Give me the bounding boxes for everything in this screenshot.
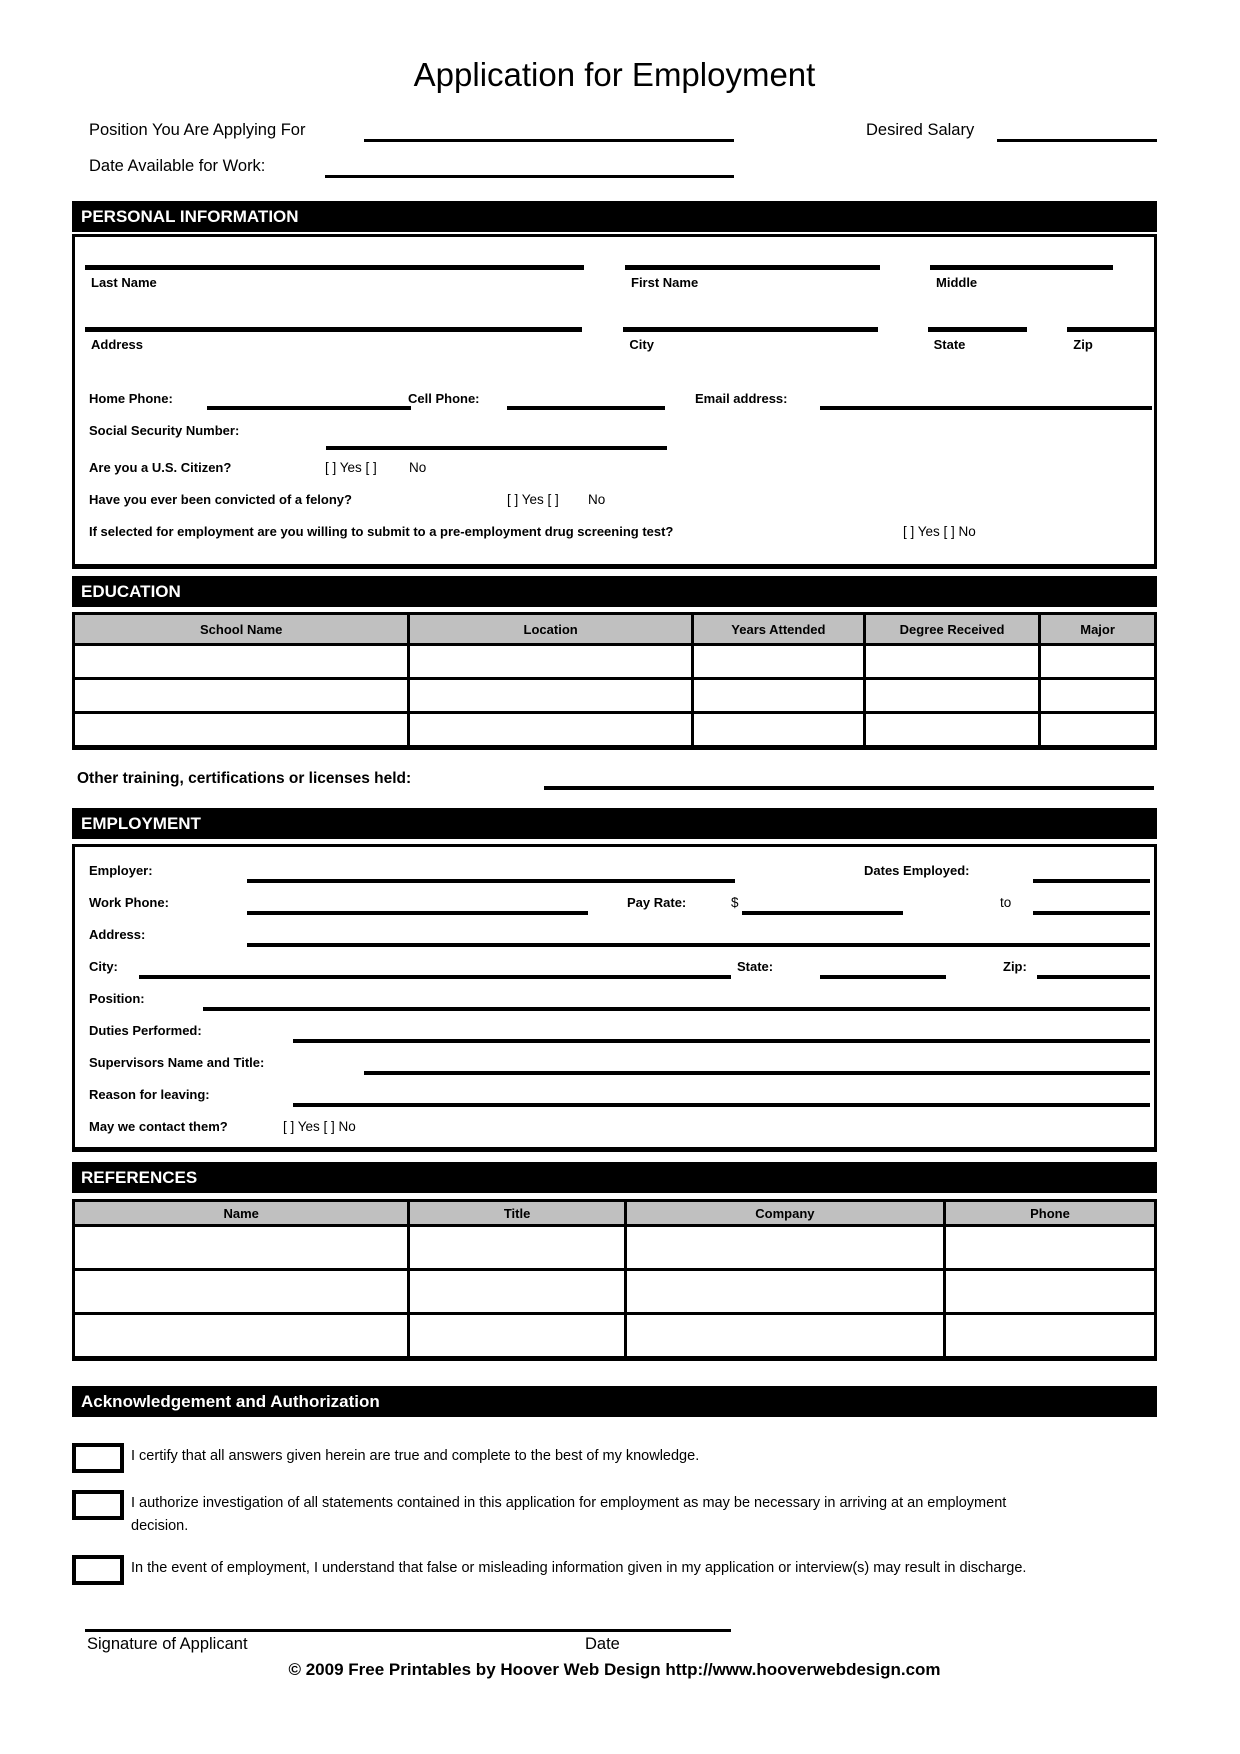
references-cell[interactable]: [409, 1270, 625, 1314]
certify-checkbox[interactable]: [72, 1443, 124, 1473]
employer-label: Employer:: [89, 863, 153, 878]
may-we-contact-row: [75, 1111, 1154, 1143]
acknowledgement-section-header: Acknowledgement and Authorization: [72, 1386, 1157, 1417]
certify-statement: I certify that all answers given herein are true and complete to the best of my knowledge.: [131, 1448, 700, 1464]
references-cell[interactable]: [409, 1314, 625, 1359]
reason-for-leaving-row: [75, 1079, 1154, 1111]
us-citizen-question-row: [75, 461, 1154, 478]
desired-salary-input-line[interactable]: [997, 139, 1157, 142]
education-cell[interactable]: [409, 679, 692, 713]
references-row: [74, 1270, 1156, 1314]
other-training-input-line[interactable]: [544, 786, 1154, 790]
references-col-name: Name: [74, 1201, 409, 1226]
cell-phone-label: Cell Phone:: [408, 391, 480, 406]
position-applying-label: Position You Are Applying For: [89, 121, 306, 139]
date-available-row: [72, 156, 1157, 180]
state-field[interactable]: [928, 327, 1028, 352]
email-address-input-line[interactable]: [820, 406, 1152, 410]
references-cell[interactable]: [625, 1226, 944, 1270]
address-fields-row: [75, 327, 1154, 352]
education-row: [74, 645, 1156, 679]
position-held-label: Position:: [89, 991, 145, 1006]
references-cell[interactable]: [944, 1270, 1155, 1314]
employer-zip-input-line[interactable]: [1037, 975, 1150, 979]
other-training-row: [72, 770, 1157, 792]
employer-city-label: City:: [89, 959, 118, 974]
dollar-sign-label: $: [731, 895, 739, 910]
education-cell[interactable]: [692, 679, 864, 713]
work-phone-input-line[interactable]: [247, 911, 588, 915]
duties-performed-input-line[interactable]: [293, 1039, 1150, 1043]
us-citizen-yes-no-checkboxes[interactable]: [ ] Yes [ ]: [325, 460, 377, 475]
references-row: [74, 1314, 1156, 1359]
education-cell[interactable]: [409, 713, 692, 748]
last-name-label: Last Name: [91, 275, 157, 290]
position-desired-salary-row: [72, 120, 1157, 144]
references-cell[interactable]: [409, 1226, 625, 1270]
employer-address-row: [75, 919, 1154, 951]
page-title: Application for Employment: [413, 56, 816, 93]
employment-box: [72, 844, 1157, 1152]
education-cell[interactable]: [692, 713, 864, 748]
dates-employed-from-input-line[interactable]: [1033, 879, 1150, 883]
first-name-label: First Name: [631, 275, 699, 290]
home-phone-input-line[interactable]: [207, 406, 411, 410]
education-cell[interactable]: [1040, 679, 1156, 713]
position-applying-input-line[interactable]: [364, 139, 734, 142]
references-cell[interactable]: [625, 1270, 944, 1314]
authorize-investigation-checkbox[interactable]: [72, 1490, 124, 1520]
education-cell[interactable]: [692, 645, 864, 679]
references-row: [74, 1226, 1156, 1270]
zip-label: Zip: [1073, 337, 1093, 352]
drug-screening-question: If selected for employment are you willing to submit to a pre-employment drug screening test?: [89, 524, 674, 539]
city-label: City: [629, 337, 654, 352]
references-cell[interactable]: [74, 1314, 409, 1359]
middle-name-label: Middle: [936, 275, 978, 290]
zip-field[interactable]: [1067, 327, 1154, 352]
education-cell[interactable]: [1040, 713, 1156, 748]
education-col-major: Major: [1040, 614, 1156, 645]
home-phone-label: Home Phone:: [89, 391, 173, 406]
first-name-field[interactable]: [625, 265, 880, 290]
education-cell[interactable]: [74, 679, 409, 713]
address-field[interactable]: [85, 327, 582, 352]
employer-city-state-zip-row: [75, 951, 1154, 983]
authorize-investigation-row: [72, 1490, 1157, 1538]
footer-copyright: © 2009 Free Printables by Hoover Web Design http://www.hooverwebdesign.com: [288, 1660, 941, 1680]
authorize-investigation-statement: I authorize investigation of all statements contained in this application for employment as may be necessary in arriving at an employment decision.: [131, 1495, 1007, 1535]
phone-email-row: [75, 390, 1154, 412]
state-label: State: [933, 337, 966, 352]
education-cell[interactable]: [409, 645, 692, 679]
duties-performed-row: [75, 1015, 1154, 1047]
references-cell[interactable]: [625, 1314, 944, 1359]
signature-block[interactable]: [85, 1629, 731, 1656]
false-information-statement: In the event of employment, I understand that false or misleading information given in my application or interview(s) may result in discharge.: [131, 1560, 1027, 1577]
references-cell[interactable]: [944, 1226, 1155, 1270]
references-cell[interactable]: [944, 1314, 1155, 1359]
references-col-title: Title: [409, 1201, 625, 1226]
education-col-degree-received: Degree Received: [864, 614, 1039, 645]
employer-row: [75, 855, 1154, 887]
reason-for-leaving-input-line[interactable]: [293, 1103, 1150, 1107]
references-header-row: [74, 1201, 1156, 1226]
middle-name-field[interactable]: [930, 265, 1113, 290]
education-col-school-name: School Name: [74, 614, 409, 645]
employer-address-input-line[interactable]: [247, 943, 1150, 947]
employer-zip-label: Zip:: [1003, 959, 1027, 974]
supervisor-row: [75, 1047, 1154, 1079]
references-section-header: REFERENCES: [72, 1162, 1157, 1193]
employer-city-input-line[interactable]: [139, 975, 731, 979]
references-col-phone: Phone: [944, 1201, 1155, 1226]
ssn-row: [75, 422, 1154, 438]
work-phone-label: Work Phone:: [89, 895, 169, 910]
city-field[interactable]: [623, 327, 877, 352]
dates-employed-label: Dates Employed:: [864, 863, 970, 878]
reason-for-leaving-label: Reason for leaving:: [89, 1087, 210, 1102]
false-information-row: [72, 1555, 1157, 1585]
pay-rate-input-line[interactable]: [742, 911, 903, 915]
employer-state-input-line[interactable]: [820, 975, 946, 979]
employment-section-header: EMPLOYMENT: [72, 808, 1157, 839]
felony-no-label: No: [588, 492, 606, 507]
us-citizen-question: Are you a U.S. Citizen?: [89, 460, 232, 475]
pay-rate-to-label: to: [1000, 895, 1012, 910]
education-col-location: Location: [409, 614, 692, 645]
position-held-input-line[interactable]: [203, 1007, 1150, 1011]
education-header-row: [74, 614, 1156, 645]
personal-info-box: [72, 234, 1157, 569]
desired-salary-label: Desired Salary: [866, 121, 975, 139]
personal-section-header: PERSONAL INFORMATION: [72, 201, 1157, 232]
pay-rate-label: Pay Rate:: [627, 895, 687, 910]
signature-date-label: Date: [585, 1635, 620, 1654]
education-section-header: EDUCATION: [72, 576, 1157, 607]
references-cell[interactable]: [74, 1270, 409, 1314]
drug-screening-question-row: [75, 525, 1154, 542]
references-col-company: Company: [625, 1201, 944, 1226]
date-available-input-line[interactable]: [325, 175, 734, 178]
date-available-label: Date Available for Work:: [89, 157, 266, 175]
education-cell[interactable]: [864, 713, 1039, 748]
name-fields-row: [75, 237, 1154, 290]
education-col-years-attended: Years Attended: [692, 614, 864, 645]
address-label: Address: [91, 337, 144, 352]
employer-input-line[interactable]: [247, 879, 735, 883]
education-row: [74, 713, 1156, 748]
felony-question-row: [75, 493, 1154, 510]
felony-yes-no-checkboxes[interactable]: [ ] Yes [ ]: [507, 492, 559, 507]
education-cell[interactable]: [1040, 645, 1156, 679]
ssn-input-line[interactable]: [326, 446, 667, 450]
email-address-label: Email address:: [695, 391, 788, 406]
may-we-contact-question: May we contact them?: [89, 1119, 228, 1134]
education-cell[interactable]: [74, 713, 409, 748]
felony-question: Have you ever been convicted of a felony?: [89, 492, 352, 507]
work-phone-pay-rate-row: [75, 887, 1154, 919]
education-row: [74, 679, 1156, 713]
education-table: [72, 612, 1157, 750]
education-cell[interactable]: [74, 645, 409, 679]
position-held-row: [75, 983, 1154, 1015]
employer-address-label: Address:: [89, 927, 146, 942]
other-training-label: Other training, certifications or licenses held:: [77, 770, 412, 787]
certify-acknowledgement-row: [72, 1443, 1157, 1473]
education-cell[interactable]: [864, 679, 1039, 713]
ssn-label: Social Security Number:: [89, 423, 240, 438]
us-citizen-no-label: No: [409, 460, 427, 475]
duties-performed-label: Duties Performed:: [89, 1023, 202, 1038]
dates-employed-to-input-line[interactable]: [1033, 911, 1150, 915]
education-cell[interactable]: [864, 645, 1039, 679]
false-information-checkbox[interactable]: [72, 1555, 124, 1585]
references-table: [72, 1199, 1157, 1361]
supervisor-name-title-label: Supervisors Name and Title:: [89, 1055, 265, 1070]
supervisor-name-title-input-line[interactable]: [364, 1071, 1150, 1075]
drug-screening-yes-no-checkboxes[interactable]: [ ] Yes [ ] No: [903, 524, 976, 539]
signature-of-applicant-label: Signature of Applicant: [87, 1635, 248, 1654]
employment-application-form: [72, 0, 1157, 1680]
last-name-field[interactable]: [85, 265, 584, 290]
cell-phone-input-line[interactable]: [507, 406, 665, 410]
employer-state-label: State:: [737, 959, 774, 974]
may-we-contact-yes-no-checkboxes[interactable]: [ ] Yes [ ] No: [283, 1119, 356, 1134]
references-cell[interactable]: [74, 1226, 409, 1270]
